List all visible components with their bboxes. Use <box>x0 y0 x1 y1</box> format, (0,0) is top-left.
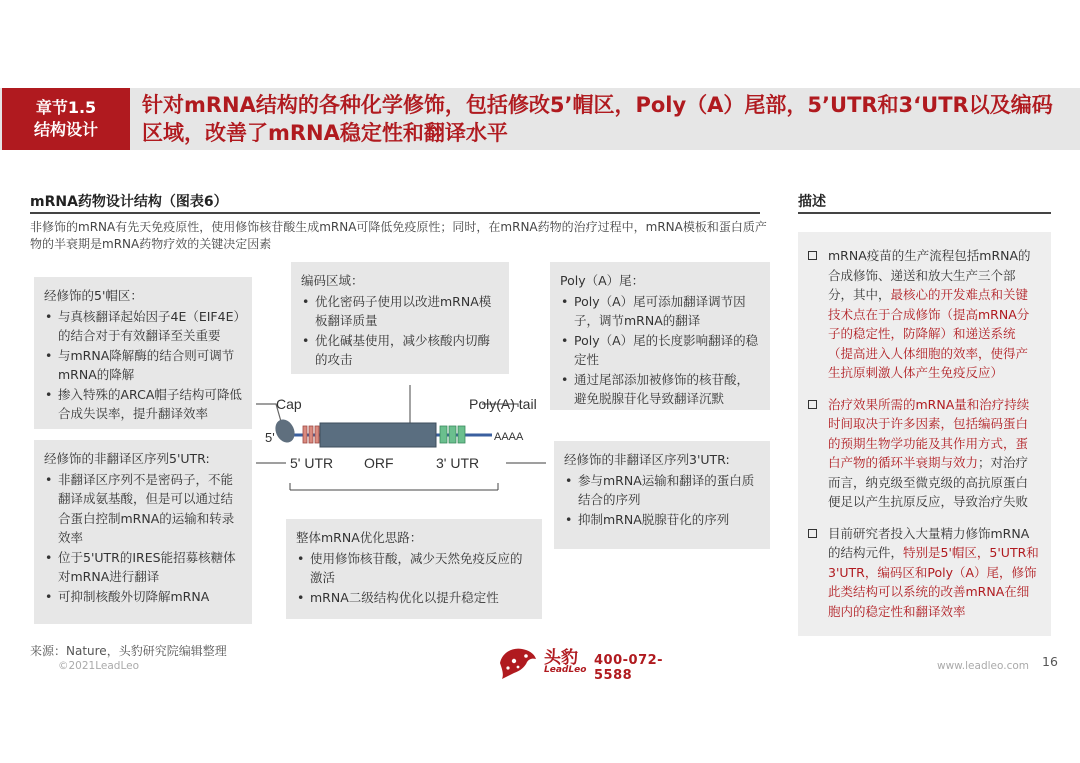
list-item: • 优化密码子使用以改进mRNA模板翻译质量 <box>301 292 499 331</box>
box-utr3-title: 经修饰的非翻译区序列3'UTR: <box>564 452 730 467</box>
section-title-description: 描述 <box>798 194 826 210</box>
page-number: 16 <box>1042 654 1058 669</box>
description-text: ；对治疗而言，纳克级至微克级的高抗原蛋白便足以产生抗原反应，导致治疗失败 <box>828 455 1029 509</box>
website-url: www.leadleo.com <box>937 660 1029 672</box>
chapter-badge <box>2 88 130 150</box>
list-item: • Poly（A）尾的长度影响翻译的稳定性 <box>560 331 760 370</box>
section-title-design: mRNA药物设计结构（图表6） <box>30 194 228 210</box>
box-utr5 <box>34 440 252 624</box>
label-orf: ORF <box>364 455 394 471</box>
checkbox-bullet-icon <box>808 529 817 538</box>
description-text: 目前研究者投入大量精力修饰mRNA的结构元件， <box>828 525 1030 560</box>
box-utr3 <box>554 441 770 549</box>
utr3-segment <box>458 426 465 443</box>
label-five-prime: 5' <box>265 430 275 445</box>
description-item <box>806 246 1039 383</box>
checkbox-bullet-icon <box>808 251 817 260</box>
list-item: • 位于5'UTR的IRES能招募核糖体对mRNA进行翻译 <box>44 548 242 587</box>
cap-structure-icon <box>272 416 298 445</box>
box-cap-title: 经修饰的5'帽区： <box>44 288 143 303</box>
utr5-segment <box>315 426 319 443</box>
logo-subtitle: LeadLeo <box>544 665 587 675</box>
description-item <box>806 524 1039 622</box>
chapter-subtitle: 结构设计 <box>33 120 98 139</box>
page-headline: 针对mRNA结构的各种化学修饰，包括修改5’帽区，Poly（A）尾部，5’UTR和3‘UTR以及编码区域，改善了mRNA稳定性和翻译水平 <box>142 93 1053 145</box>
section-divider-right <box>798 212 1051 214</box>
copyright: ©2021LeadLeo <box>58 660 139 672</box>
leadleo-logo <box>496 641 696 681</box>
label-utr3: 3' UTR <box>436 455 480 471</box>
utr3-segment <box>440 426 447 443</box>
list-item: • 非翻译区序列不是密码子，不能翻译成氨基酸，但是可以通过结合蛋白控制mRNA的运输和转录效率 <box>44 470 242 548</box>
description-item <box>806 395 1039 512</box>
mrna-structure-diagram <box>256 385 546 495</box>
description-highlight: 特别是5'帽区，5'UTR和3'UTR，编码区和Poly（A）尾，修饰此类结构可以系统的改善mRNA在细胞内的稳定性和翻译效率 <box>828 545 1039 619</box>
source-note: 来源：Nature，头豹研究院编辑整理 <box>30 644 227 658</box>
list-item: • 可抑制核酸外切降解mRNA <box>44 587 242 607</box>
phone-number: 400-072-5588 <box>594 653 664 683</box>
description-panel <box>798 232 1051 636</box>
box-cap <box>34 277 252 429</box>
section-divider-left <box>30 212 760 214</box>
checkbox-bullet-icon <box>808 400 817 409</box>
box-utr5-title: 经修饰的非翻译区序列5'UTR: <box>44 451 210 466</box>
utr3-segment <box>449 426 456 443</box>
description-text: mRNA疫苗的生产流程包括mRNA的合成修饰、递送和放大生产三个部分，其中， <box>828 248 1031 302</box>
list-item: • 通过尾部添加被修饰的核苷酸，避免脱腺苷化导致翻译沉默 <box>560 370 760 409</box>
list-item: • 与mRNA降解酶的结合则可调节mRNA的降解 <box>44 346 242 385</box>
label-polya-tail: Poly(A) tail <box>469 396 537 412</box>
list-item: • 掺入特殊的ARCA帽子结构可降低合成失误率，提升翻译效率 <box>44 385 242 424</box>
box-overall <box>286 519 542 619</box>
section-intro: 非修饰的mRNA有先天免疫原性，使用修饰核苷酸生成mRNA可降低免疫原性；同时，在mRNA药物的治疗过程中，mRNA模板和蛋白质产物的半衰期是mRNA药物疗效的关键决定因素 <box>30 220 767 251</box>
logo-wordmark: 头豹 <box>544 648 578 668</box>
box-polya <box>550 262 770 410</box>
box-coding <box>291 262 509 374</box>
box-polya-title: Poly（A）尾： <box>560 273 645 288</box>
utr5-segment <box>303 426 307 443</box>
list-item: • 与真核翻译起始因子4E（EIF4E）的结合对于有效翻译至关重要 <box>44 307 242 346</box>
list-item: • 优化碱基使用，减少核酸内切酶的攻击 <box>301 331 499 370</box>
chapter-number: 章节1.5 <box>35 98 97 117</box>
list-item: • 参与mRNA运输和翻译的蛋白质结合的序列 <box>564 471 760 510</box>
utr5-segment <box>309 426 313 443</box>
box-overall-title: 整体mRNA优化思路： <box>296 530 423 545</box>
leopard-logo-icon <box>496 641 538 681</box>
label-cap: Cap <box>276 396 302 412</box>
description-highlight: 最核心的开发难点和关键技术点在于合成修饰（提高mRNA分子的稳定性，防降解）和递送系统（提高进入人体细胞的效率，使得产生抗原刺激人体产生免疫反应） <box>828 287 1030 380</box>
list-item: • Poly（A）尾可添加翻译调节因子，调节mRNA的翻译 <box>560 292 760 331</box>
label-utr5: 5' UTR <box>290 455 334 471</box>
orf-block <box>320 423 436 447</box>
list-item: • 使用修饰核苷酸，减少天然免疫反应的激活 <box>296 549 532 588</box>
list-item: • 抑制mRNA脱腺苷化的序列 <box>564 510 760 530</box>
list-item: • mRNA二级结构优化以提升稳定性 <box>296 588 532 608</box>
label-aaaa: AAAA <box>494 431 524 443</box>
box-coding-title: 编码区域： <box>301 273 364 288</box>
description-highlight: 治疗效果所需的mRNA量和治疗持续时间取决于许多因素，包括编码蛋白的预期生物学功能及其作用方式，蛋白产物的循环半衰期与效力 <box>828 396 1030 470</box>
